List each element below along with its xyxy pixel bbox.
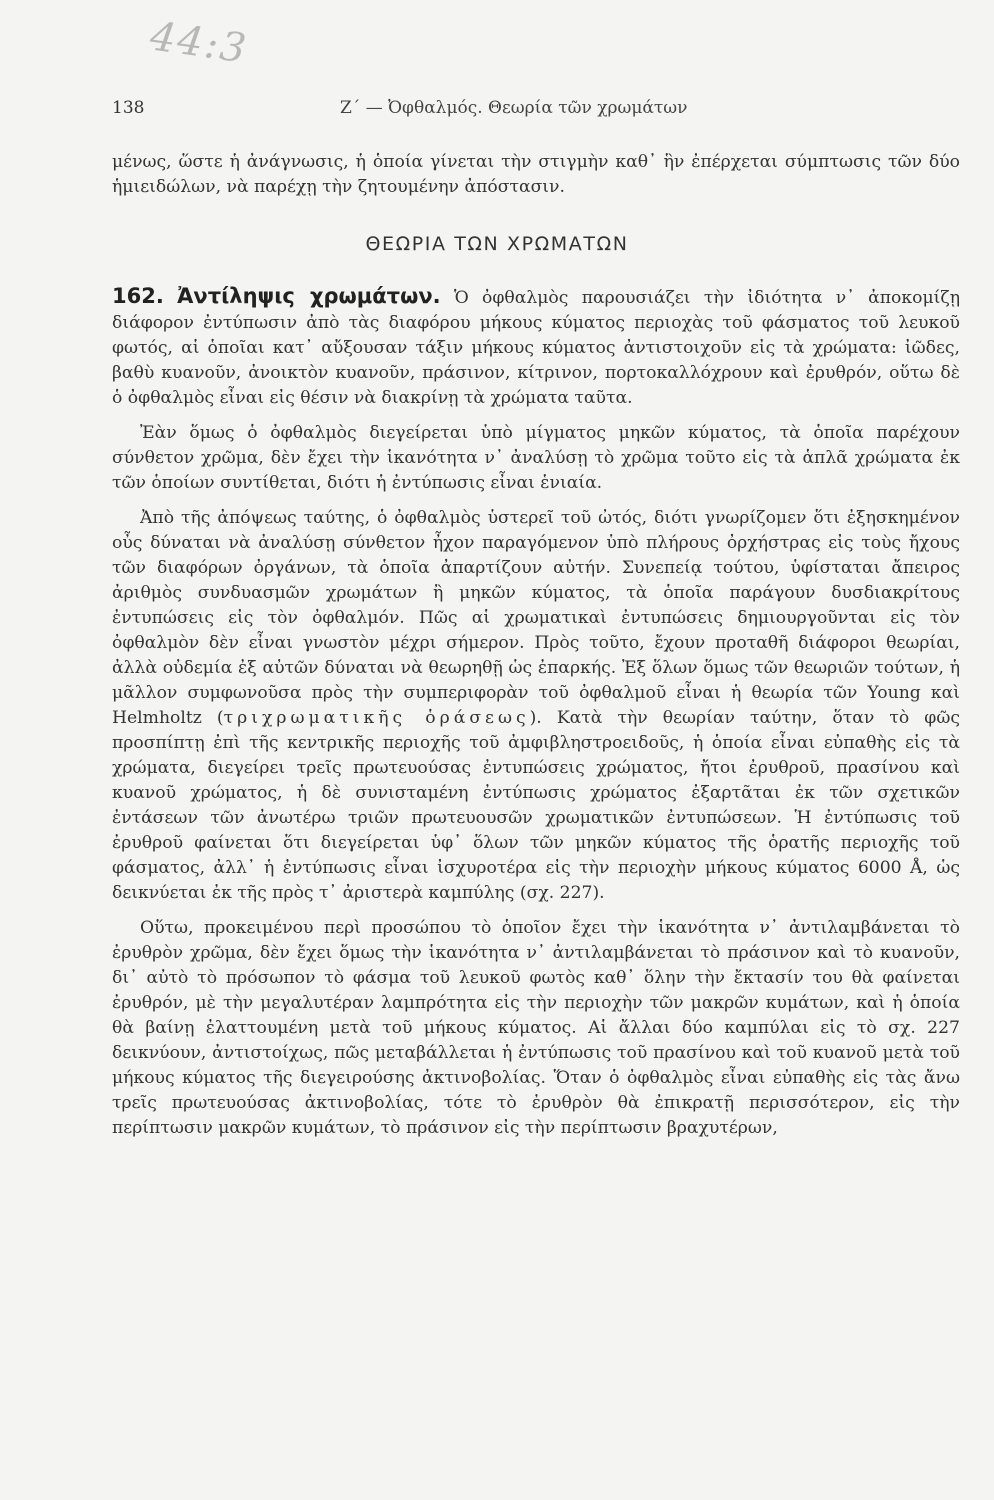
section-heading: ΘΕΩΡΙΑ ΤΩΝ ΧΡΩΜΑΤΩΝ	[365, 233, 629, 255]
paragraph-3-after: ). Κατὰ τὴν θεωρίαν ταύτην, ὅταν τὸ φῶς προσπίπτῃ ἐπὶ τῆς κεντρικῆς περιοχῆς τοῦ ἀμφιβληστροειδοῦς, ἡ ὁποία εἶναι εὐπαθὴς εἰς τὰ χρώματα, διεγείρει τρεῖς πρωτευούσας ἐντυπώσεις χρώματος, ἤτοι ἐρυθροῦ, πρασίνου καὶ κυανοῦ χρώματος, ἡ δὲ συνισταμένη ἐντύπωσις χρώματος ἐξαρτᾶται ἐκ τῶν σχετικῶν ἐντάσεων τῶν ἀνωτέρω τριῶν πρωτευουσῶν χρωματικῶν ἐντυπώσεων. Ἡ ἐντύπωσις τοῦ ἐρυθροῦ φαίνεται ὅτι διεγείρεται ὑφ᾿ ὅλων τῶν μηκῶν κύματος τῆς ὁρατῆς περιοχῆς τοῦ φάσματος, ἀλλ᾿ ἡ ἐντύπωσις εἶναι ἰσχυροτέρα εἰς τὴν περιοχὴν μήκους κύματος 6000 Å, ὡς δεικνύεται ἐκ τῆς πρὸς τ᾿ ἀριστερὰ καμπύλης (σχ. 227).	[112, 708, 960, 903]
paragraph-3-before: Ἀπὸ τῆς ἀπόψεως ταύτης, ὁ ὀφθαλμὸς ὑστερεῖ τοῦ ὠτός, διότι γνωρίζομεν ὅτι ἐξησκημένον οὖς δύναται νὰ ἀναλύσῃ σύνθετον ἦχον παραγόμενον ὑπὸ πλήρους ὀρχήστρας εἰς τοὺς ἤχους τῶν διαφόρων ὀργάνων, τὰ ὁποῖα ἀπαρτίζουν αὐτήν. Συνεπείᾳ τούτου, ὑφίσταται ἄπειρος ἀριθμὸς συνδυασμῶν χρωμάτων ἢ μηκῶν κύματος, τὰ ὁποῖα παράγουν δυσδιακρίτους ἐντυπώσεις εἰς τὸν ὀφθαλμόν. Πῶς αἱ χρωματικαὶ ἐντυπώσεις δημιουργοῦνται εἰς τὸν ὀφθαλμὸν δὲν εἶναι γνωστὸν μέχρι σήμερον. Πρὸς τοῦτο, ἔχουν προταθῆ διάφοροι θεωρίαι, ἀλλὰ οὐδεμία ἐξ αὐτῶν δύναται νὰ θεωρηθῇ ὡς ἐπαρκής. Ἐξ ὅλων ὅμως τῶν θεωριῶν τούτων, ἡ μᾶλλον συμφωνοῦσα πρὸς τὴν συμπεριφορὰν τοῦ ὀφθαλμοῦ εἶναι ἡ θεωρία τῶν Young καὶ Helmholtz (	[112, 508, 960, 728]
paragraph-title: Ἀντίληψις χρωμάτων.	[177, 284, 441, 308]
handwritten-annotation: 44:3	[147, 13, 251, 73]
paragraph-2: Ἐὰν ὅμως ὁ ὀφθαλμὸς διεγείρεται ὑπὸ μίγματος μηκῶν κύματος, τὰ ὁποῖα παρέχουν σύνθετον χρῶμα, δὲν ἔχει τὴν ἱκανότητα ν᾿ ἀναλύσῃ τὸ χρῶμα τοῦτο εἰς τὰ ἁπλᾶ χρώματα ἐκ τῶν ὁποίων συντίθεται, διότι ἡ ἐντύπωσις εἶναι ἑνιαία.	[112, 423, 960, 493]
paragraph-4: Οὕτω, προκειμένου περὶ προσώπου τὸ ὁποῖον ἔχει τὴν ἱκανότητα ν᾿ ἀντιλαμβάνεται τὸ ἐρυθρὸν χρῶμα, δὲν ἔχει ὅμως τὴν ἱκανότητα ν᾿ ἀντιλαμβάνεται τὸ πράσινον καὶ τὸ κυανοῦν, δι᾿ αὐτὸ τὸ πρόσωπον τὸ φάσμα τοῦ λευκοῦ φωτὸς καθ᾿ ὅλην τὴν ἔκτασίν του θὰ φαίνεται ἐρυθρόν, μὲ τὴν μεγαλυτέραν λαμπρότητα εἰς τὴν περιοχὴν τῶν μακρῶν κυμάτων, καὶ ἡ ὁποία θὰ βαίνῃ ἐλαττουμένη μετὰ τοῦ μήκους κύματος. Αἱ ἄλλαι δύο καμπύλαι εἰς τὸ σχ. 227 δεικνύουν, ἀντιστοίχως, πῶς μεταβάλλεται ἡ ἐντύπωσις τοῦ πρασίνου καὶ τοῦ κυανοῦ μετὰ τοῦ μήκους κύματος τῆς διεγειρούσης ἀκτινοβολίας. Ὅταν ὁ ὀφθαλμὸς εἶναι εὐπαθὴς εἰς τὰς ἄνω τρεῖς πρωτευούσας ἀκτινοβολίας, τότε τὸ ἐρυθρὸν θὰ ἐπικρατῇ περισσότερον, εἰς τὴν περίπτωσιν μακρῶν κυμάτων, τὸ πράσινον εἰς τὴν περίπτωσιν βραχυτέρων,	[112, 918, 960, 1138]
spaced-term: τριχρωματικῆς ὁράσεως	[223, 708, 530, 728]
paragraph-3	[112, 506, 960, 906]
main-content	[112, 284, 960, 1151]
page-number: 138	[112, 98, 145, 118]
running-title: Ζ΄ — Ὀφθαλμός. Θεωρία τῶν χρωμάτων	[340, 98, 688, 118]
paragraph-number: 162.	[112, 284, 164, 308]
intro-paragraph: μένως, ὥστε ἡ ἀνάγνωσις, ἡ ὁποία γίνεται τὴν στιγμὴν καθ᾿ ἣν ἐπέρχεται σύμπτωσις τῶν δύο ἡμιειδώλων, νὰ παρέχῃ τὴν ζητουμένην ἀπόστασιν.	[112, 152, 960, 197]
page-header	[112, 98, 872, 122]
paragraph-162-text: Ὁ ὀφθαλμὸς παρουσιάζει τὴν ἰδιότητα ν᾿ ἀποκομίζῃ διάφορον ἐντύπωσιν ἀπὸ τὰς διαφόρου μήκους κύματος περιοχὰς τοῦ φάσματος τοῦ λευκοῦ φωτός, αἱ ὁποῖαι κατ᾿ αὔξουσαν τάξιν μήκους κύματος ἀντιστοιχοῦν εἰς τὰ χρώματα: ἰῶδες, βαθὺ κυανοῦν, ἀνοικτὸν κυανοῦν, πράσινον, κίτρινον, πορτοκαλλόχρουν καὶ ἐρυθρόν, οὕτω δὲ ὁ ὀφθαλμὸς εἶναι εἰς θέσιν νὰ διακρίνῃ τὰ χρώματα ταῦτα.	[112, 288, 960, 408]
paragraph-162	[112, 284, 960, 411]
